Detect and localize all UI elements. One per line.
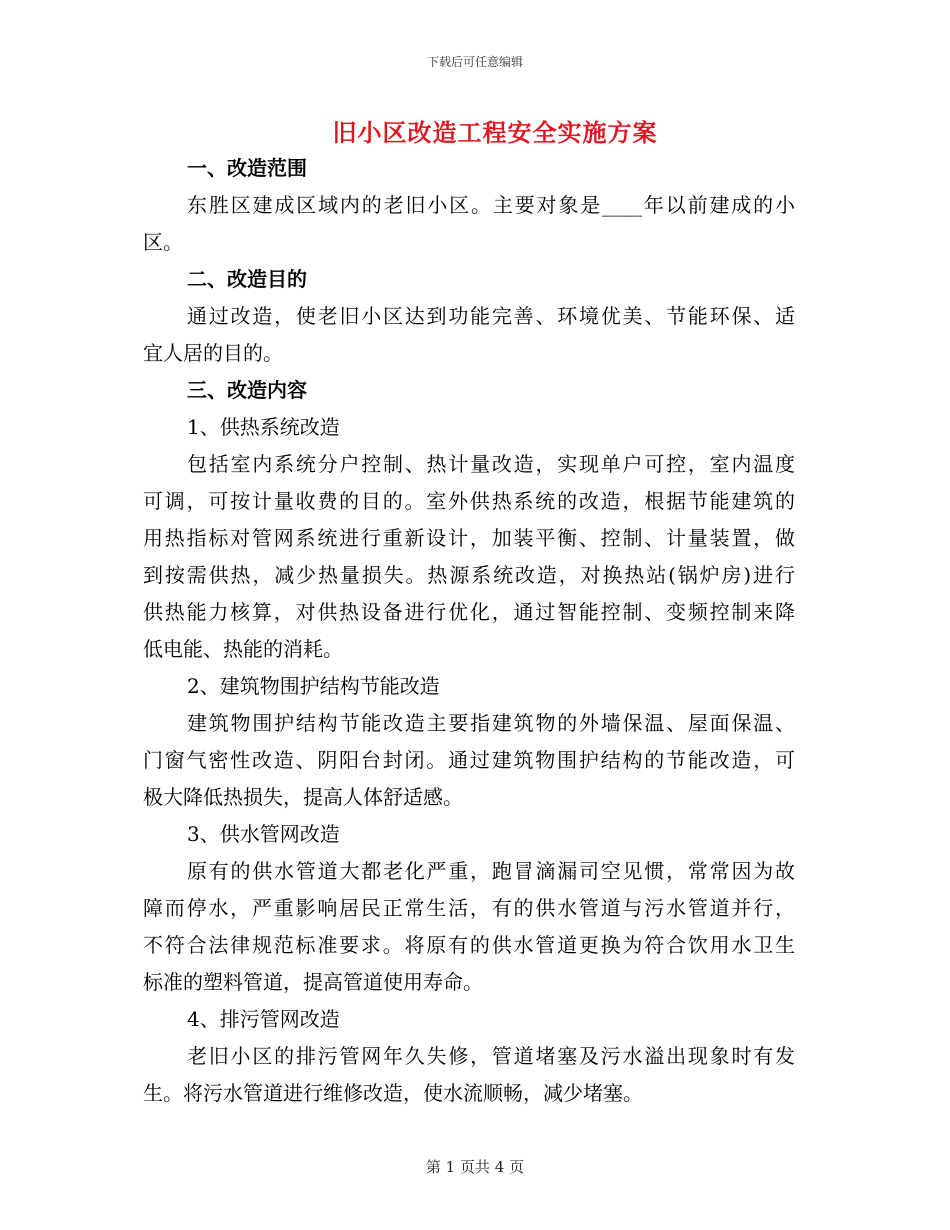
- paragraph-line: 低电能、热能的消耗。: [143, 637, 343, 661]
- paragraph-line: 建筑物围护结构节能改造主要指建筑物的外墙保温、屋面保温、: [187, 711, 795, 735]
- paragraph-line: 用热指标对管网系统进行重新设计，加装平衡、控制、计量装置，做: [143, 526, 795, 550]
- section-heading-purpose: 二、改造目的: [187, 267, 307, 291]
- header-note: 下载后可任意编辑: [426, 55, 523, 69]
- paragraph-line: 极大降低热损失，提高人体舒适感。: [143, 785, 463, 809]
- paragraph-line: 老旧小区的排污管网年久失修，管道堵塞及污水溢出现象时有发: [187, 1044, 795, 1068]
- subheading-heating: 1、供热系统改造: [187, 415, 340, 439]
- paragraph-line: 不符合法律规范标准要求。将原有的供水管道更换为符合饮用水卫生: [143, 933, 795, 957]
- paragraph-line: 门窗气密性改造、阴阳台封闭。通过建筑物围护结构的节能改造，可: [143, 748, 795, 772]
- paragraph-line: 宜人居的目的。: [143, 341, 283, 365]
- paragraph-line: 可调，可按计量收费的目的。室外供热系统的改造，根据节能建筑的: [143, 489, 795, 513]
- page-number: 第 1 页共 4 页: [425, 1158, 525, 1176]
- paragraph-line: 通过改造，使老旧小区达到功能完善、环境优美、节能环保、适: [187, 304, 795, 328]
- paragraph-line: 标准的塑料管道，提高管道使用寿命。: [143, 970, 483, 994]
- paragraph-line: 到按需供热，减少热量损失。热源系统改造，对换热站(锅炉房)进行: [143, 563, 795, 587]
- paragraph-line: 障而停水，严重影响居民正常生活，有的供水管道与污水管道并行，: [143, 896, 795, 920]
- paragraph-line: 生。将污水管道进行维修改造，使水流顺畅，减少堵塞。: [143, 1081, 643, 1105]
- section-heading-content: 三、改造内容: [187, 378, 307, 402]
- paragraph-line: 东胜区建成区域内的老旧小区。主要对象是____年以前建成的小: [187, 193, 795, 217]
- section-heading-scope: 一、改造范围: [187, 156, 307, 180]
- document-title: 旧小区改造工程安全实施方案: [332, 118, 658, 147]
- paragraph-line: 区。: [143, 230, 183, 254]
- paragraph-line: 包括室内系统分户控制、热计量改造，实现单户可控，室内温度: [187, 452, 795, 476]
- paragraph-line: 原有的供水管道大都老化严重，跑冒滴漏司空见惯，常常因为故: [187, 859, 795, 883]
- document-body: [143, 150, 795, 1112]
- subheading-envelope: 2、建筑物围护结构节能改造: [187, 674, 440, 698]
- subheading-water-supply: 3、供水管网改造: [187, 822, 340, 846]
- subheading-sewage: 4、排污管网改造: [187, 1007, 340, 1031]
- paragraph-line: 供热能力核算，对供热设备进行优化，通过智能控制、变频控制来降: [143, 600, 795, 624]
